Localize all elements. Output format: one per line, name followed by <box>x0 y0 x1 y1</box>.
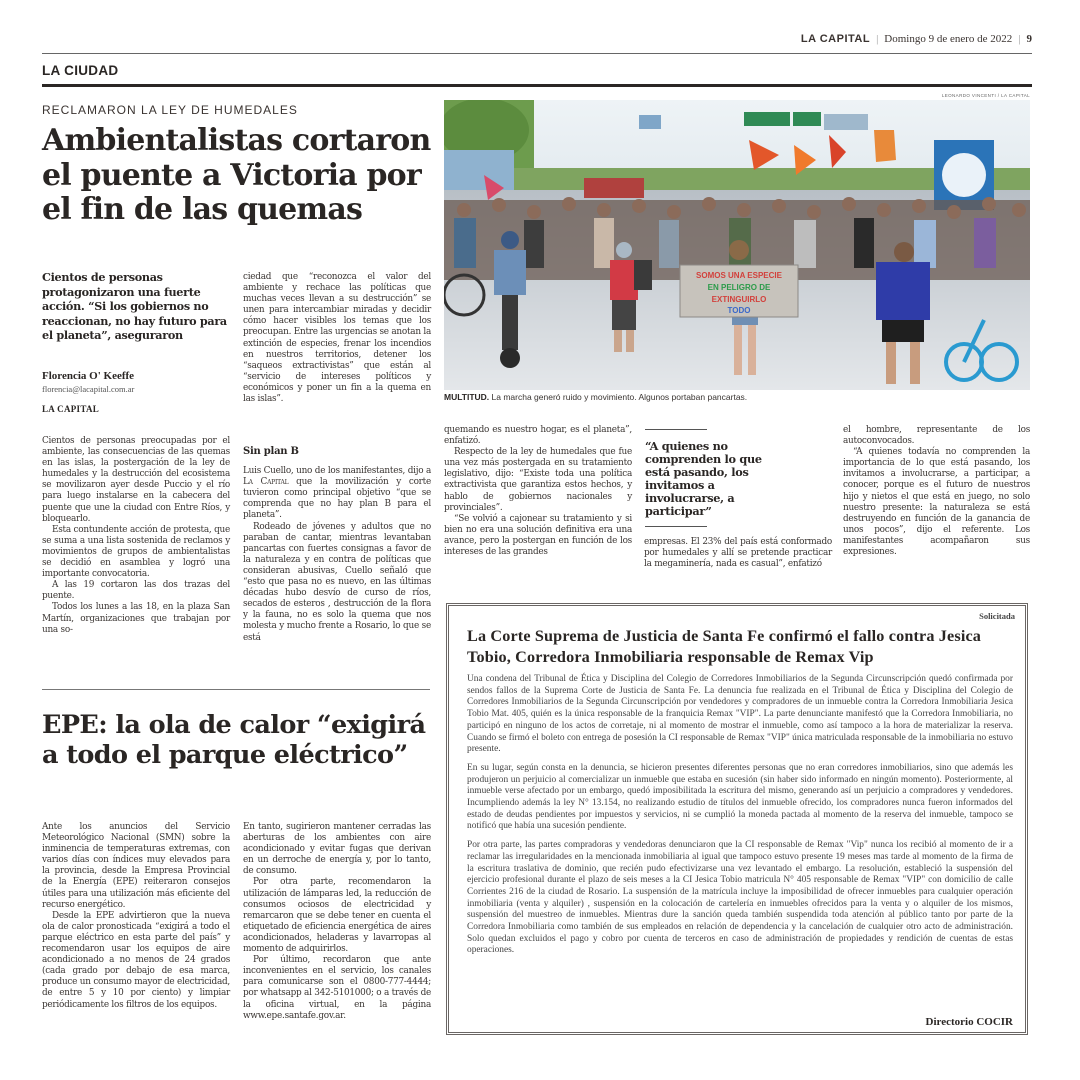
masthead-date: Domingo 9 de enero de 2022 <box>884 33 1013 45</box>
article-headline: Ambientalistas cortaron el puente a Victoria por el fin de las quemas <box>42 123 431 227</box>
paragraph: Esta contundente acción de protesta, que se suma a una lista sostenida de reclamos y movimientos de grupos de ambientalistas se decidió en asamblea y logró una importante convocatoria. <box>42 524 230 580</box>
sign-line: EN PELIGRO DE <box>707 283 771 292</box>
outlet-label: LA CAPITAL <box>42 404 100 414</box>
photo-caption <box>444 392 747 402</box>
pull-quote-text: “A quienes no comprenden lo que está pasando, los invitamos a involucrarse, a participar” <box>645 439 762 518</box>
paid-notice-box <box>446 603 1028 1035</box>
page-number: 9 <box>1026 33 1032 45</box>
article2-headline: EPE: la ola de calor “exigirá a todo el parque eléctrico” <box>42 710 426 770</box>
highway-sign <box>744 112 790 126</box>
masthead-separator: | <box>876 33 879 45</box>
text-fragment: que la movilización y corte tuvieron como principal objetivo “que se comprenda que no hay plan B para el planeta”. <box>243 477 431 521</box>
paragraph: Rodeado de jóvenes y adultos que no paraban de cantar, mientras levantaban pancartas con fuertes consignas a favor de la naturaleza y en contra de políticas que consideran abusivas, Cuello señaló que “esto que pasa no es nuevo, en las últimas décadas hubo desvío de curso de ríos, secados de esteros , destrucción de la flora y la fauna, no es solo la quema que nos molesta y mucho frente a Rosario, lo que se está <box>243 521 431 643</box>
paragraph: Todos los lunes a las 18, en la plaza San Martín, organizaciones que trabajan por una so- <box>42 602 230 635</box>
paid-notice-tag: Solicitada <box>979 611 1015 621</box>
masthead <box>42 33 1032 45</box>
article-column-4 <box>644 537 832 570</box>
masthead-rule <box>42 53 1032 54</box>
masthead-brand: LA CAPITAL <box>800 33 871 45</box>
paragraph: “A quienes todavía no comprenden la importancia de lo que está pasando, los invitamos a involucrarse, a participar, a conocer, porque es el futuro de nuestros hijo y nietos el que está en juego, no solo nuestro presente: la naturaleza se está destruyendo en función de la ganancia de unos pocos”, dijo el referente. Los manifestantes acompañaron sus expresiones. <box>843 447 1030 558</box>
article-column-2 <box>243 446 431 644</box>
paid-notice-body <box>467 674 1013 964</box>
paragraph: Una condena del Tribunal de Ética y Disciplina del Colegio de Corredores Inmobiliarios de la Segunda Circunscripción quedó confirmada por sendos fallos de la Suprema Corte de Justicia de Santa Fe. La denuncia fue realizada en el Tribunal de Ética y Disciplina del Colegio de Corredores Inmobiliarios de la Segunda Circunscripción por vendedores y compradores de un inmueble contra la Corredora Inmobiliaria Jesica Tobio Mat. 405, quién es la única responsable de la franquicia Remax "VIP". La parte denunciante manifestó que la Corredora Inmobiliaria, no participó en ninguno de los actos de corretaje, ni al momento de mostrar el inmueble, como así tampoco a la hora de materializar la reserva. Cuando se firmó el boleto con entrega de posesión la CI responsable de Remax "VIP" única matriculada responsable de la inmobiliaria no estuvo presente. <box>467 674 1013 755</box>
article-column-3 <box>444 425 632 558</box>
sign-line: TODO <box>727 306 751 315</box>
paragraph: A las 19 cortaron las dos trazas del puente. <box>42 580 230 602</box>
paid-notice-signature: Directorio COCIR <box>925 1016 1013 1028</box>
paragraph: En tanto, sugirieron mantener cerradas las aberturas de los ambientes con aire acondicionado y evitar fugas que derivan en un derroche de energía y, por lo tanto, de consumo. <box>243 822 431 877</box>
article-column-top-right <box>243 272 431 405</box>
paragraph: Cientos de personas preocupadas por el ambiente, las consecuencias de las quemas en las islas, la postergación de la ley de humedales y la destrucción del ecosistema se movilizaron ayer desde Puccio y el río para luego instalarse en la cabecera del puente que une la ciudad con Entre Ríos, y bloquearlo. <box>42 436 230 524</box>
pull-quote-rule <box>645 429 707 430</box>
pull-quote-rule <box>645 526 707 527</box>
paragraph: ciedad que “reconozca el valor del ambiente y rechace las políticas que muchas veces llevan a su destrucción” se unen para intercambiar miradas y decidir cómo hacer visibles los temas que los preocupan. Entre las urgencias se anotan la extinción de especies, frenar los incendios en nuestros territorios, detener los “saqueos extractivistas” que están al “servicio de intereses políticos y económicos y poner un fin a la quema en las islas”. <box>243 272 431 405</box>
article-column-1 <box>42 436 230 636</box>
section-rule <box>42 84 1032 87</box>
paragraph: En su lugar, según consta en la denuncia, se hicieron presentes diferentes personas que no eran corredores inmobiliarios, sino que además les produjeron un perjuicio al comercializar un inmueble que estaba en sucesión (sin haber sido informado en ningún momento). Posteriormente, al inmueble verse afectado por un embargo, quedó imposibilitada la escritura del mismo, generando así un perjuicio a compradores y vendedores. Incumpliendo además la ley N° 13.154, no realizando estudio de títulos del inmueble ofrecido, los compradores nunca fueron informados del estado de deudas pendientes por impuestos y servicios, ni se cumplió la moneda pactada al momento de la reserva del inmueble, tampoco se notificó que había una sucesión pendiente. <box>467 762 1013 832</box>
paragraph: Desde la EPE advirtieron que la nueva ola de calor pronosticada “exigirá a todo el parque eléctrico en esta parte del país” y recomendaron usar los equipos de aire acondicionado a no menos de 24 grados (cada grado por debajo de esa marca, produce un consumo mayor de electricidad, de entre 5 y 10 por ciento) y limpiar periódicamente los filtros de los equipos. <box>42 910 230 1010</box>
author-email[interactable]: florencia@lacapital.com.ar <box>42 384 135 394</box>
paragraph: Por último, recordaron que ante inconvenientes en el servicio, los canales para comunicarse son el 0800-777-4444; por whatsapp al 342-5101000; o a través de la oficina virtual, en la página www.epe.santafe.gov.ar. <box>243 955 431 1021</box>
author-name: Florencia O' Keeffe <box>42 370 135 382</box>
article-deck: Cientos de personas protagonizaron una fuerte acción. “Si los gobiernos no reaccionan, no hay futuro para el planeta”, aseguraron <box>42 270 227 342</box>
section-title: LA CIUDAD <box>42 63 119 78</box>
paragraph: el hombre, representante de los autoconvocados. <box>843 425 1030 447</box>
paragraph: “Se volvió a cajonear su tratamiento y si bien no era una solución definitiva era una avance, pero la postergan en función de los intereses de las grandes <box>444 513 632 558</box>
brand-mention: La Capital <box>243 477 289 488</box>
protest-sign <box>680 265 798 317</box>
protest-photo-illustration <box>444 100 1030 390</box>
paragraph: Por otra parte, las partes compradoras y vendedoras denunciaron que la CI responsable de Remax "Vip" nunca los recibió al momento de ir a reclamar las irregularidades en la mencionada inmobiliaria al igual que tampoco estuvo presente 19 meses mas tarde al momento de la firma de la escritura traslativa de dominio, que recién pudo efectivizarse una vez levantado el embargo. La resolución, estableció la suspensión del ejercicio profesional durante el plazo de seis meses a la CI Jesica Tobio matricula N° 405 responsable de Remax "VIP" con domicilio de calle Corrientes 216 de la ciudad de Rosario. La suspensión de la matrícula incluye la imposibilidad de ofrecer inmuebles para cualquier operación inmobiliaria (venta y alquiler) , suspensión en la colocación de cartelería en inmuebles ofrecidos para la venta y o alquiler de los mismos, suspensión del muestreo de inmuebles. Mientras dure la sanción queda también suspendida toda atención al público tanto por parte de la Corredora Inmobiliaria como también de sus empleados en relación de dependencia y la cancelación de cualquier otro acto de administración. Solo quedan excluidos el pago y cobro por cuenta de terceros en caso de administración de propiedades y rendición de cuentas de estas operaciones. <box>467 840 1013 956</box>
photo-credit: LEONARDO VINCENTI / LA CAPITAL <box>941 93 1030 98</box>
pull-quote <box>645 429 790 527</box>
article-column-5 <box>843 425 1030 558</box>
paragraph: quemando es nuestro hogar, es el planeta”, enfatizó. <box>444 425 632 447</box>
caption-text: La marcha generó ruido y movimiento. Algunos portaban pancartas. <box>489 392 748 402</box>
protest-photo <box>444 100 1030 390</box>
subheading: Sin plan B <box>243 446 299 457</box>
caption-label: MULTITUD. <box>444 392 490 402</box>
article2-column-2 <box>243 822 431 1022</box>
article-divider <box>42 689 430 690</box>
sign-line: SOMOS UNA ESPECIE <box>696 271 782 280</box>
paid-notice-title: La Corte Suprema de Justicia de Santa Fe confirmó el fallo contra Jesica Tobio, Corredora Inmobiliaria responsable de Remax Vip <box>467 627 982 666</box>
masthead-separator: | <box>1018 33 1021 45</box>
paragraph <box>243 466 431 521</box>
paragraph: Respecto de la ley de humedales que fue una vez más postergada en su tratamiento legislativo, dijo: “Existe toda una política extractivista que garantiza estos hechos, y hablo de gobiernos nacionales y provinciales”. <box>444 447 632 513</box>
sign-line: EXTINGUIRLO <box>711 295 767 304</box>
paragraph: Ante los anuncios del Servicio Meteorológico Nacional (SMN) sobre la inminencia de temperaturas extremas, con varios días con índices muy elevados para la provincia, desde la Empresa Provincial de la Energía (EPE) reiteraron consejos útiles para una utilización más eficiente del recurso energético. <box>42 822 230 910</box>
paragraph: Por otra parte, recomendaron la utilización de lámparas led, la reducción de consumos ociosos de electricidad y remarcaron que se debe tener en cuenta el etiquetado de eficiencia energética de aires acondicionados, heladeras y lavarropas al momento de adquirirlos. <box>243 877 431 955</box>
article2-column-1 <box>42 822 230 1011</box>
paragraph: empresas. El 23% del país está conformado por humedales y allí se pretende practicar la megaminería, nada es casual”, enfatizó <box>644 537 832 570</box>
text-fragment: Luis Cuello, uno de los manifestantes, dijo a <box>243 466 431 477</box>
article-kicker: RECLAMARON LA LEY DE HUMEDALES <box>42 103 298 117</box>
